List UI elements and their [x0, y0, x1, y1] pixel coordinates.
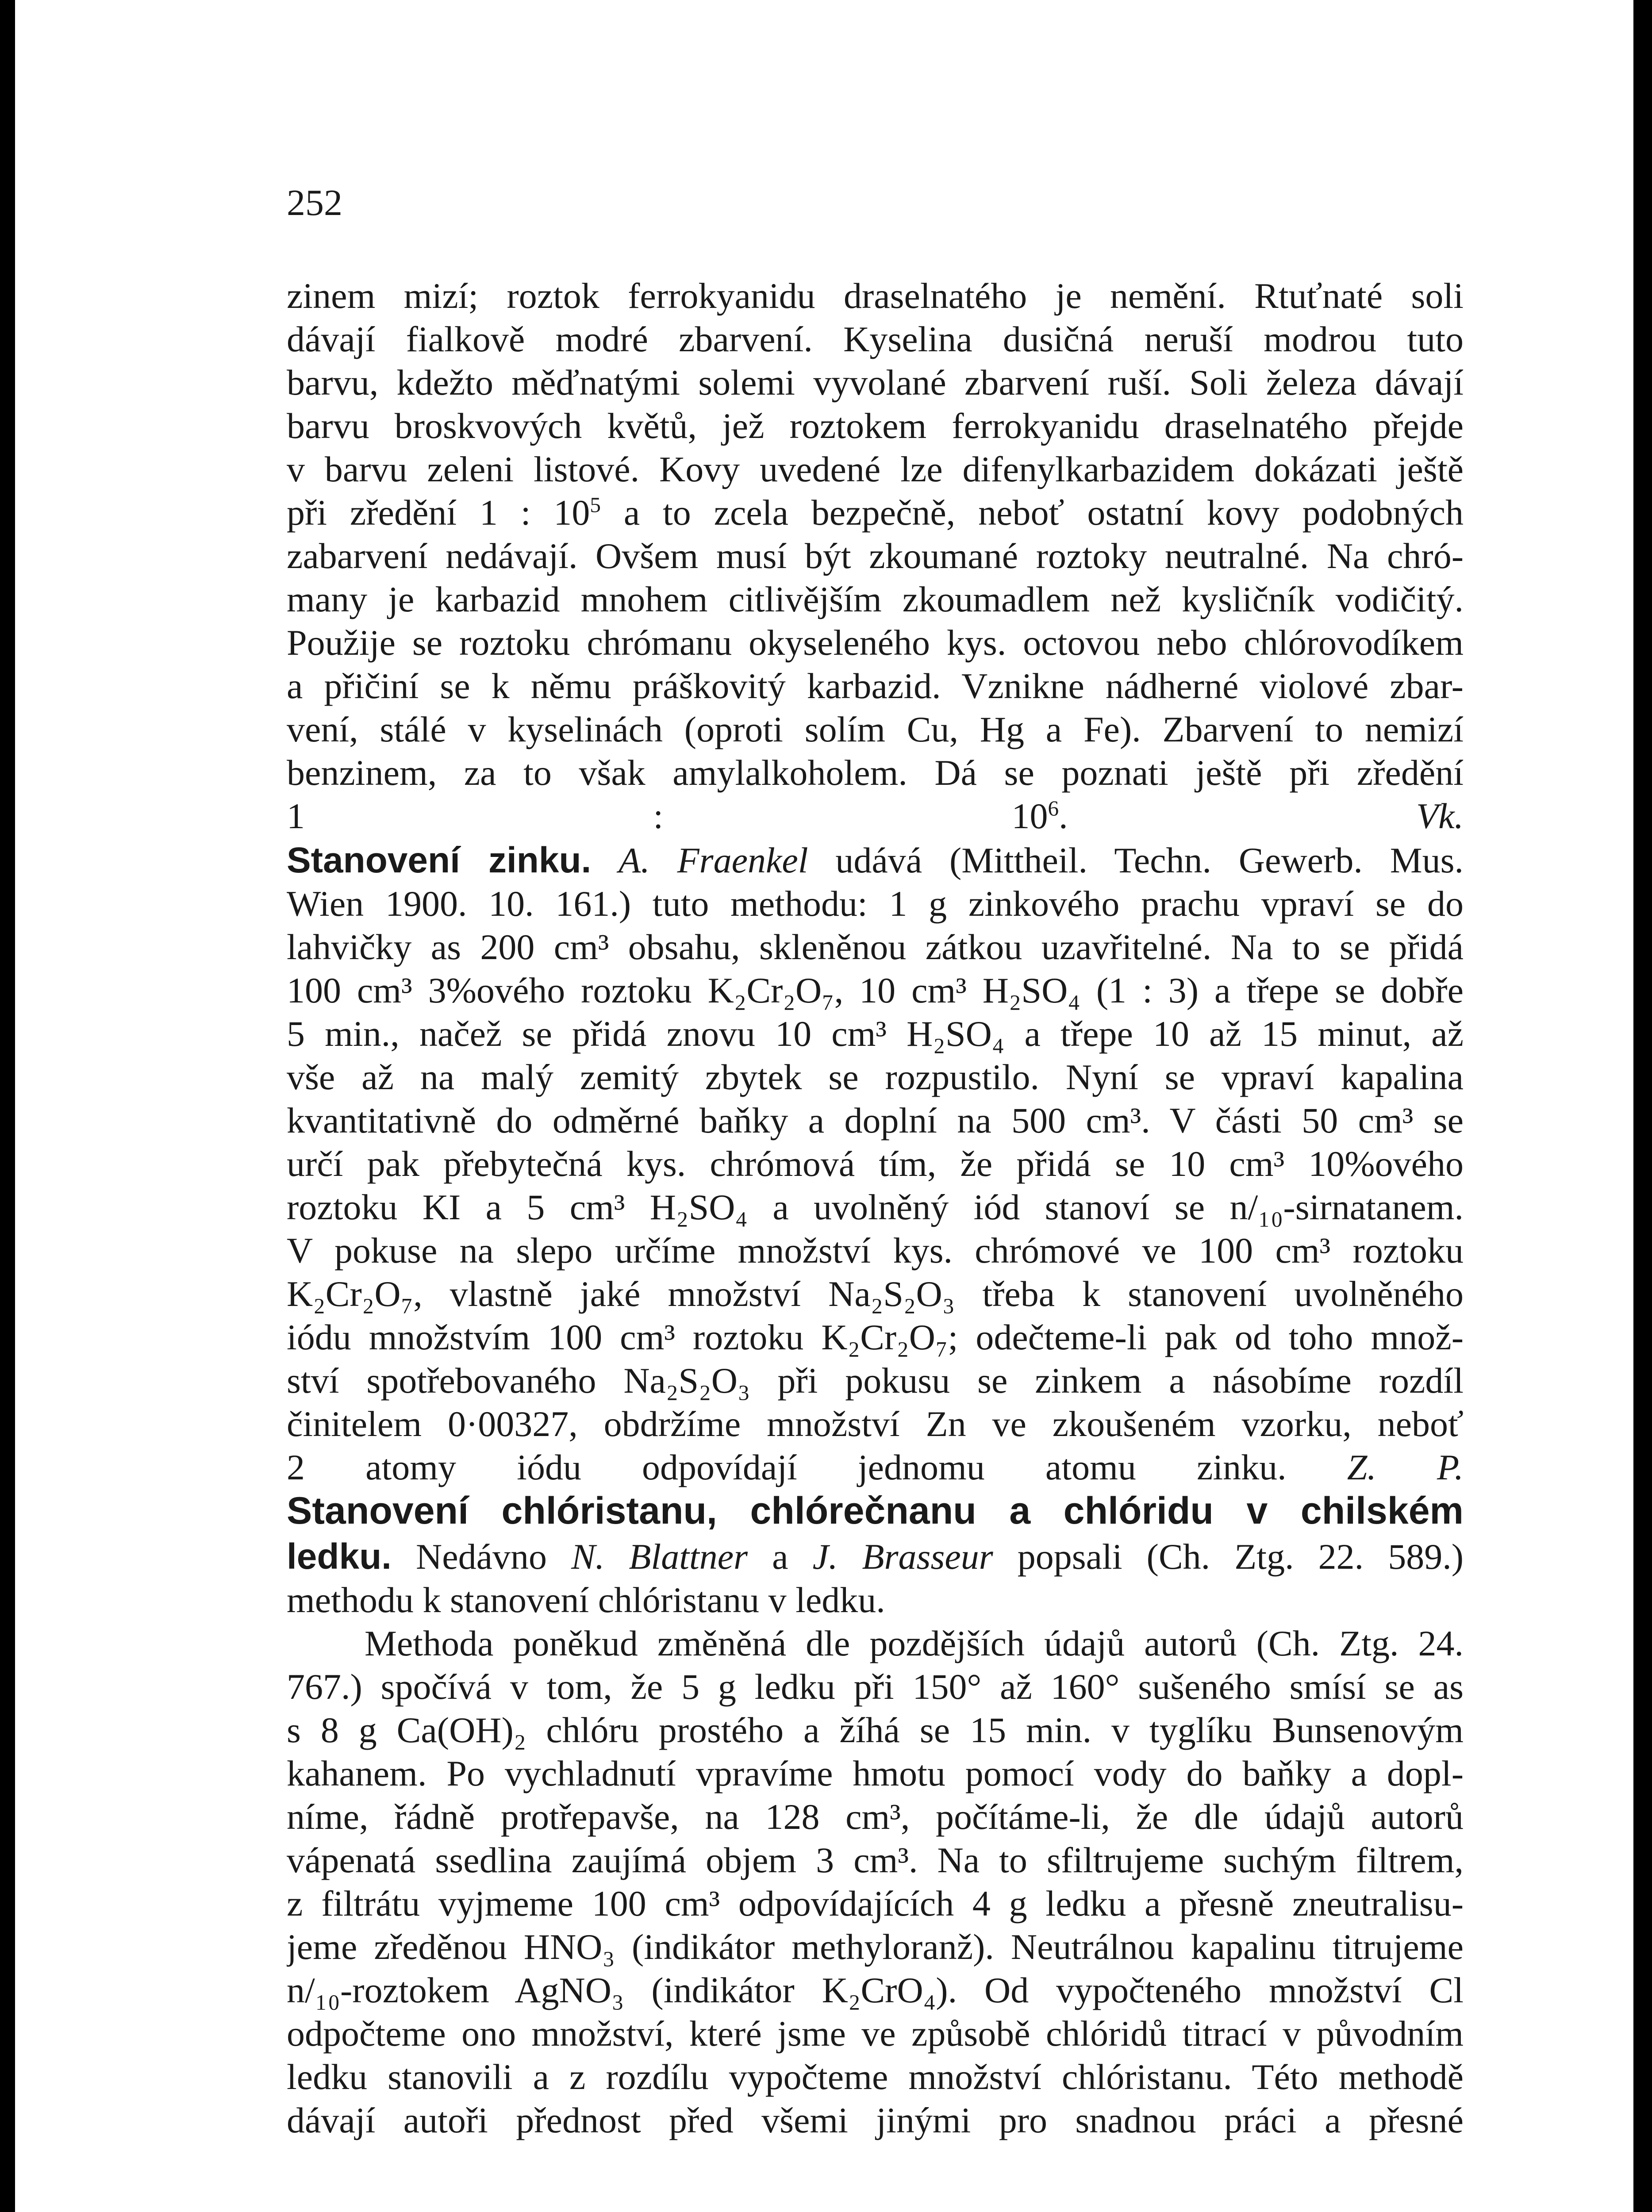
- superscript: 5: [590, 492, 601, 517]
- section-heading-line: [287, 839, 1464, 882]
- page-number: 252: [287, 182, 342, 223]
- text-line: barvu, kdežto měďnatými solemi vyvolané zbarvení ruší. Soli železa dávají: [287, 362, 1464, 403]
- text-line: jeme zředěnou HNO₃ (indikátor methyloranž). Neutrálnou kapalinu titrujeme: [287, 1927, 1464, 1967]
- text-line: many je karbazid mnohem citlivějším zkoumadlem než kysličník vodičitý.: [287, 579, 1464, 619]
- author-name: A. Fraenkel: [619, 840, 808, 880]
- author-signature: Vk.: [1416, 796, 1464, 836]
- text-line: ledku stanovili a z rozdílu vypočteme množství chlóristanu. Této methodě: [287, 2057, 1464, 2097]
- text-line: [287, 1535, 1464, 1578]
- text-line: zinem mizí; roztok ferrokyanidu draselnatého je nemění. Rtuťnaté soli: [287, 276, 1464, 316]
- section-heading-end: ledku.: [287, 1536, 392, 1577]
- text-line: dávají fialkově modré zbarvení. Kyselina dusičná neruší modrou tuto: [287, 319, 1464, 359]
- text-line: iódu množstvím 100 cm³ roztoku K₂Cr₂O₇; odečteme-li pak od toho množ-: [287, 1317, 1464, 1357]
- text-line: [287, 491, 1464, 534]
- text-line: methodu k stanovení chlóristanu v ledku.: [287, 1580, 885, 1620]
- text-line: 767.) spočívá v tom, že 5 g ledku při 150° až 160° sušeného smísí se as: [287, 1667, 1464, 1707]
- text-line: kvantitativně do odměrné baňky a doplní na 500 cm³. V části 50 cm³ se: [287, 1100, 1464, 1141]
- text-line: Wien 1900. 10. 161.) tuto methodu: 1 g zinkového prachu vpraví se do: [287, 883, 1464, 924]
- text-fragment: a to zcela bezpečně, neboť ostatní kovy podobných: [601, 492, 1464, 533]
- text-line: níme, řádně protřepavše, na 128 cm³, počítáme-li, že dle údajů autorů: [287, 1797, 1464, 1837]
- text-line: vení, stálé v kyselinách (oproti solím Cu, Hg a Fe). Zbarvení to nemizí: [287, 709, 1464, 749]
- text-line: benzinem, za to však amylalkoholem. Dá se poznati ještě při zředění: [287, 753, 1464, 793]
- text-line: činitelem 0·00327, obdržíme množství Zn ve zkoušeném vzorku, neboť: [287, 1404, 1464, 1444]
- text-line: dávají autoři přednost před všemi jinými pro snadnou práci a přesné: [287, 2100, 1464, 2140]
- text-fragment: popsali (Ch. Ztg. 22. 589.): [993, 1536, 1464, 1577]
- text-line: n/₁₀-roztokem AgNO₃ (indikátor K₂CrO₄). Od vypočteného množství Cl: [287, 1970, 1464, 2010]
- text-line: odpočteme ono množství, které jsme ve způsobě chlóridů titrací v původním: [287, 2013, 1464, 2054]
- text-fragment: 1 : 10: [287, 796, 1048, 836]
- text-line: vše až na malý zemitý zbytek se rozpustilo. Nyní se vpraví kapalina: [287, 1057, 1464, 1097]
- text-line: Použije se roztoku chrómanu okyseleného kys. octovou nebo chlórovodíkem: [287, 622, 1464, 663]
- text-line-with-signature: [287, 1446, 1464, 1489]
- text-line: V pokuse na slepo určíme množství kys. chrómové ve 100 cm³ roztoku: [287, 1230, 1464, 1271]
- scan-right-edge: [1633, 0, 1652, 2212]
- text-line-with-signature: [287, 795, 1464, 838]
- text-line: s 8 g Ca(OH)₂ chlóru prostého a žíhá se 15 min. v tyglíku Bunsenovým: [287, 1710, 1464, 1750]
- text-fragment: udává (Mittheil. Techn. Gewerb. Mus.: [808, 840, 1464, 880]
- text-line: K₂Cr₂O₇, vlastně jaké množství Na₂S₂O₃ třeba k stanovení uvolněného: [287, 1274, 1464, 1314]
- author-name: N. Blattner: [571, 1536, 748, 1577]
- text-fragment: při zředění 1 : 10: [287, 492, 590, 533]
- text-line: v barvu zeleni listové. Kovy uvedené lze difenylkarbazidem dokázati ještě: [287, 449, 1464, 489]
- author-signature: Z. P.: [1347, 1447, 1464, 1487]
- section-perchlorate: [287, 1486, 1464, 2142]
- text-line: určí pak přebytečná kys. chrómová tím, že přidá se 10 cm³ 10%ového: [287, 1144, 1464, 1184]
- text-fragment: 2 atomy iódu odpovídají jednomu atomu zinku.: [287, 1447, 1287, 1487]
- text-line: kahanem. Po vychladnutí vpravíme hmotu pomocí vody do baňky a dopl-: [287, 1753, 1464, 1793]
- text-line: ství spotřebovaného Na₂S₂O₃ při pokusu se zinkem a násobíme rozdíl: [287, 1360, 1464, 1401]
- text-line: barvu broskvových květů, jež roztokem ferrokyanidu draselnatého přejde: [287, 406, 1464, 446]
- text-fragment: a: [748, 1536, 813, 1577]
- superscript: 6: [1048, 796, 1059, 821]
- text-line: roztoku KI a 5 cm³ H₂SO₄ a uvolněný iód stanoví se n/₁₀-sirnatanem.: [287, 1187, 1464, 1227]
- text-line: 100 cm³ 3%ového roztoku K₂Cr₂O₇, 10 cm³ H₂SO₄ (1 : 3) a třepe se dobře: [287, 970, 1464, 1010]
- scan-left-edge: [0, 0, 15, 2212]
- text-line: vápenatá ssedlina zaujímá objem 3 cm³. Na to sfiltrujeme suchým filtrem,: [287, 1840, 1464, 1880]
- paragraph-chromium-detection: [287, 274, 1464, 838]
- text-line: a přičiní se k němu práškovitý karbazid. Vznikne nádherné violové zbar-: [287, 666, 1464, 706]
- text-line: lahvičky as 200 cm³ obsahu, skleněnou zátkou uzavřitelné. Na to se přidá: [287, 927, 1464, 967]
- section-zinc: [287, 839, 1464, 1489]
- text-fragment: .: [1059, 796, 1068, 836]
- text-fragment: Nedávno: [391, 1536, 572, 1577]
- section-heading: Stanovení zinku.: [287, 840, 592, 880]
- text-line: zabarvení nedávají. Ovšem musí být zkoumané roztoky neutralné. Na chró-: [287, 536, 1464, 576]
- text-line: 5 min., načež se přidá znovu 10 cm³ H₂SO₄ a třepe 10 až 15 minut, až: [287, 1014, 1464, 1054]
- book-page: [287, 0, 1464, 2212]
- text-line: Methoda poněkud změněná dle pozdějších údajů autorů (Ch. Ztg. 24.: [365, 1623, 1464, 1663]
- text-line: z filtrátu vyjmeme 100 cm³ odpovídajících 4 g ledku a přesně zneutralisu-: [287, 1883, 1464, 1924]
- author-name: J. Brasseur: [812, 1536, 993, 1577]
- section-heading: Stanovení chlóristanu, chlórečnanu a chlóridu v chilském: [287, 1490, 1464, 1532]
